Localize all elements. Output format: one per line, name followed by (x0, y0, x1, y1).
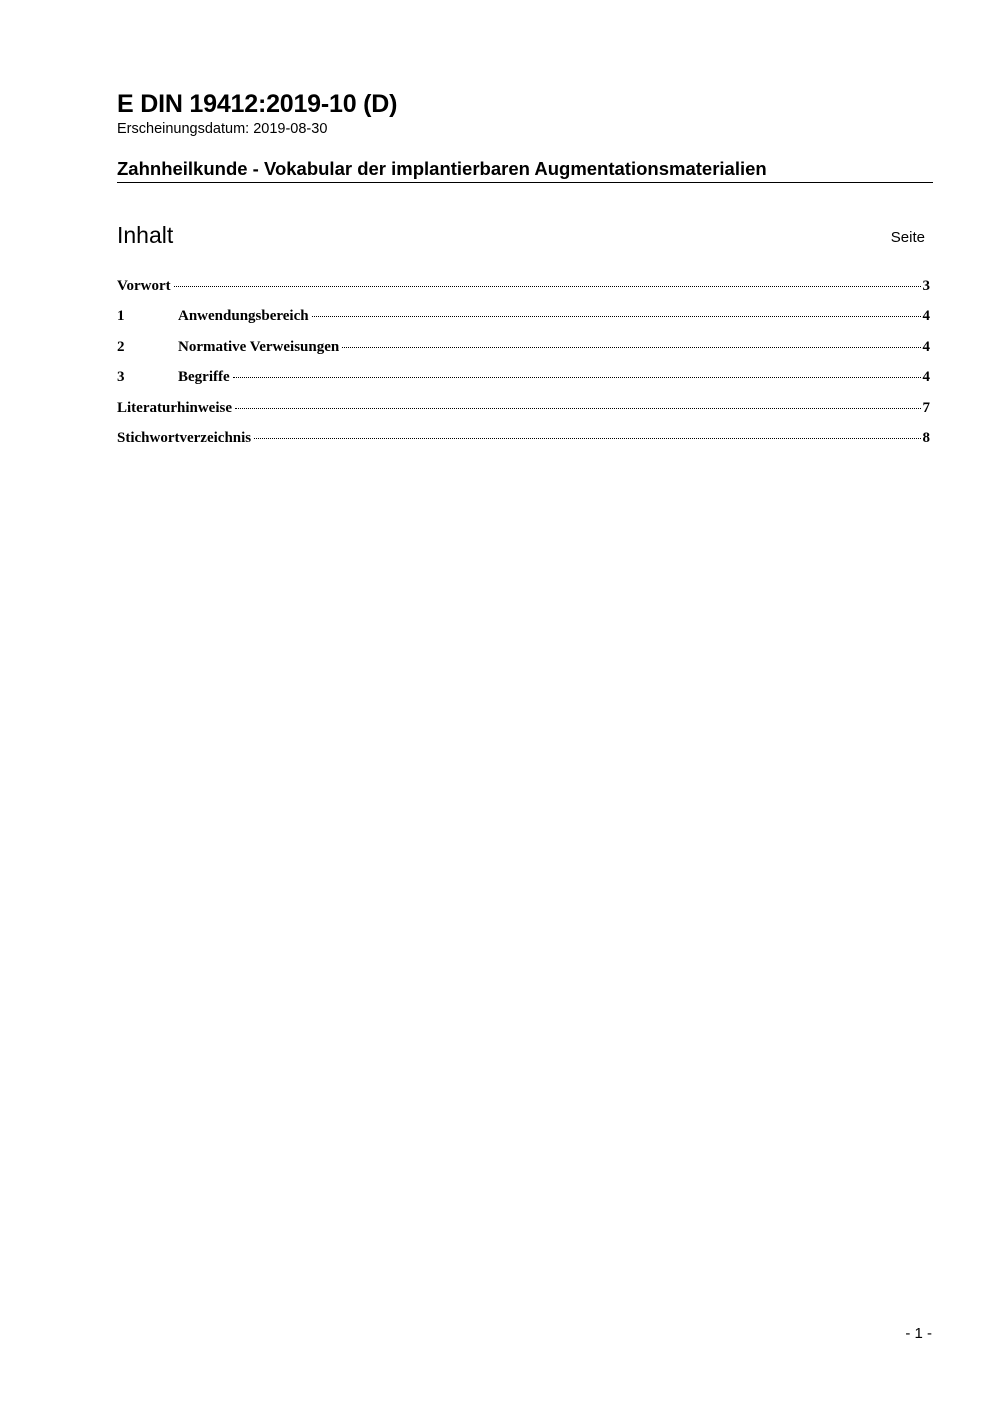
table-of-contents (117, 278, 930, 460)
publication-date: Erscheinungsdatum: 2019-08-30 (117, 121, 328, 137)
toc-dot-leader (174, 286, 921, 287)
toc-dot-leader (312, 316, 921, 317)
toc-entry-number: 3 (117, 369, 125, 386)
toc-entry-number: 2 (117, 338, 125, 355)
toc-entry-page: 4 (922, 308, 930, 325)
toc-entry-label: Anwendungsbereich (178, 308, 309, 325)
toc-dot-leader (342, 347, 920, 348)
page-number: - 1 - (905, 1325, 932, 1342)
toc-page-column-label: Seite (890, 229, 925, 246)
toc-entry-page: 7 (922, 399, 930, 416)
toc-entry-anwendungsbereich[interactable] (117, 308, 930, 338)
toc-entry-page: 4 (922, 338, 930, 355)
document-subject: Zahnheilkunde - Vokabular der implantierbaren Augmentationsmaterialien (117, 158, 933, 183)
toc-dot-leader (254, 438, 920, 439)
toc-entry-label: Vorwort (117, 278, 171, 294)
toc-entry-vorwort[interactable] (117, 278, 930, 308)
document-title: E DIN 19412:2019-10 (D) (117, 90, 398, 118)
toc-entry-normative-verweisungen[interactable] (117, 339, 930, 369)
toc-entry-page: 4 (922, 369, 930, 386)
toc-entry-label: Begriffe (178, 369, 230, 386)
toc-heading: Inhalt (117, 222, 174, 248)
toc-entry-number: 1 (117, 308, 125, 325)
toc-entry-stichwortverzeichnis[interactable] (117, 430, 930, 460)
toc-entry-page: 8 (922, 429, 930, 446)
toc-entry-page: 3 (922, 278, 930, 294)
toc-dot-leader (233, 377, 921, 378)
toc-entry-label: Literaturhinweise (117, 399, 232, 416)
toc-entry-label: Normative Verweisungen (178, 338, 340, 355)
toc-entry-literaturhinweise[interactable] (117, 400, 930, 430)
toc-entry-label: Stichwortverzeichnis (117, 429, 252, 446)
toc-dot-leader (235, 408, 921, 409)
toc-entry-begriffe[interactable] (117, 369, 930, 399)
